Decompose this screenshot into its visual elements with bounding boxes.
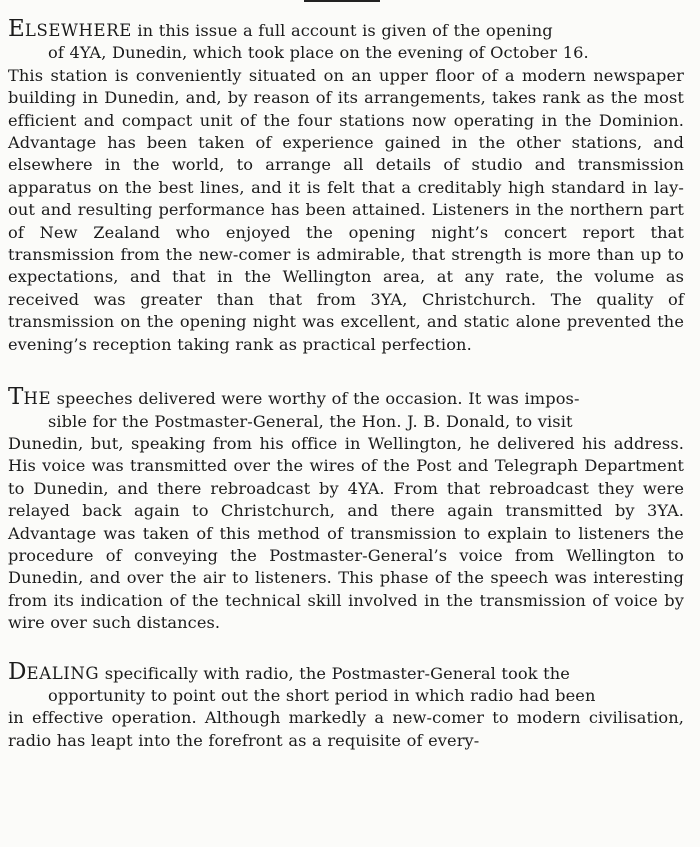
second-line-text: sible for the Postmaster-General, the Hon. J. B. Donald, to visit [48,411,573,431]
top-rule [304,0,380,2]
paragraph-body: This station is conveniently situated on an upper floor of a modern newspaper building in Dunedin, and, by reason of its arrangements, takes rank as the most efficient and compact unit of the four stations now operating in the Dominion. Advantage has been taken of experience gained in the other stations, and elsewhere in the world, to arrange all details of studio and transmission apparatus on the best lines, and it is felt that a creditably high standard in lay-out and resulting performance has been attained. Listeners in the northern part of New Zealand who enjoyed the opening night’s concert report that transmission from the new-comer is admirable, that strength is more than up to expectations, and that in the Wellington area, at any rate, the volume as received was greater than that from 3YA, Christchurch. The quality of transmission on the opening night was excellent, and static alone prevented the evening’s reception taking rank as practical perfection. [8,65,684,354]
second-line-text: of 4YA, Dunedin, which took place on the evening of October 16. [48,43,589,63]
paragraph-body: in effective operation. Although markedly a new-comer to modern civilisation, radio has leapt into the forefront as a requisite of every- [8,708,684,750]
lead-caps: EALING [26,663,100,683]
drop-letter: D [8,658,27,685]
drop-letter: T [8,384,24,411]
first-line-text: in this issue a full account is given of the opening [131,21,553,40]
lead-caps: HE [23,389,52,409]
paragraph-body: Dunedin, but, speaking from his office in Wellington, he delivered his address. His voice was transmitted over the wires of the Post and Telegraph Department to Dunedin, and there rebroadcast by 4YA. From that rebroadcast they were relayed back again to Christchurch, and there again transmitted by 3YA. Advantage was taken of this method of transmission to explain to listeners the procedure of conveying the Postmaster-General’s voice from Wellington to Dunedin, and over the air to listeners. This phase of the speech was interesting from its indication of the technical skill involved in the transmission of voice by wire over such distances. [8,433,684,633]
paragraph-2 [8,386,684,634]
lead-caps: LSEWHERE [24,21,132,40]
second-line-text: opportunity to point out the short period in which radio had been [48,685,596,705]
drop-letter: E [8,16,25,42]
paragraph-3 [8,658,684,753]
first-line-text: speeches delivered were worthy of the occasion. It was impos- [51,389,580,409]
first-line-text: specifically with radio, the Postmaster-General took the [99,663,570,683]
paragraph-1 [8,18,684,356]
article-page [8,18,684,752]
